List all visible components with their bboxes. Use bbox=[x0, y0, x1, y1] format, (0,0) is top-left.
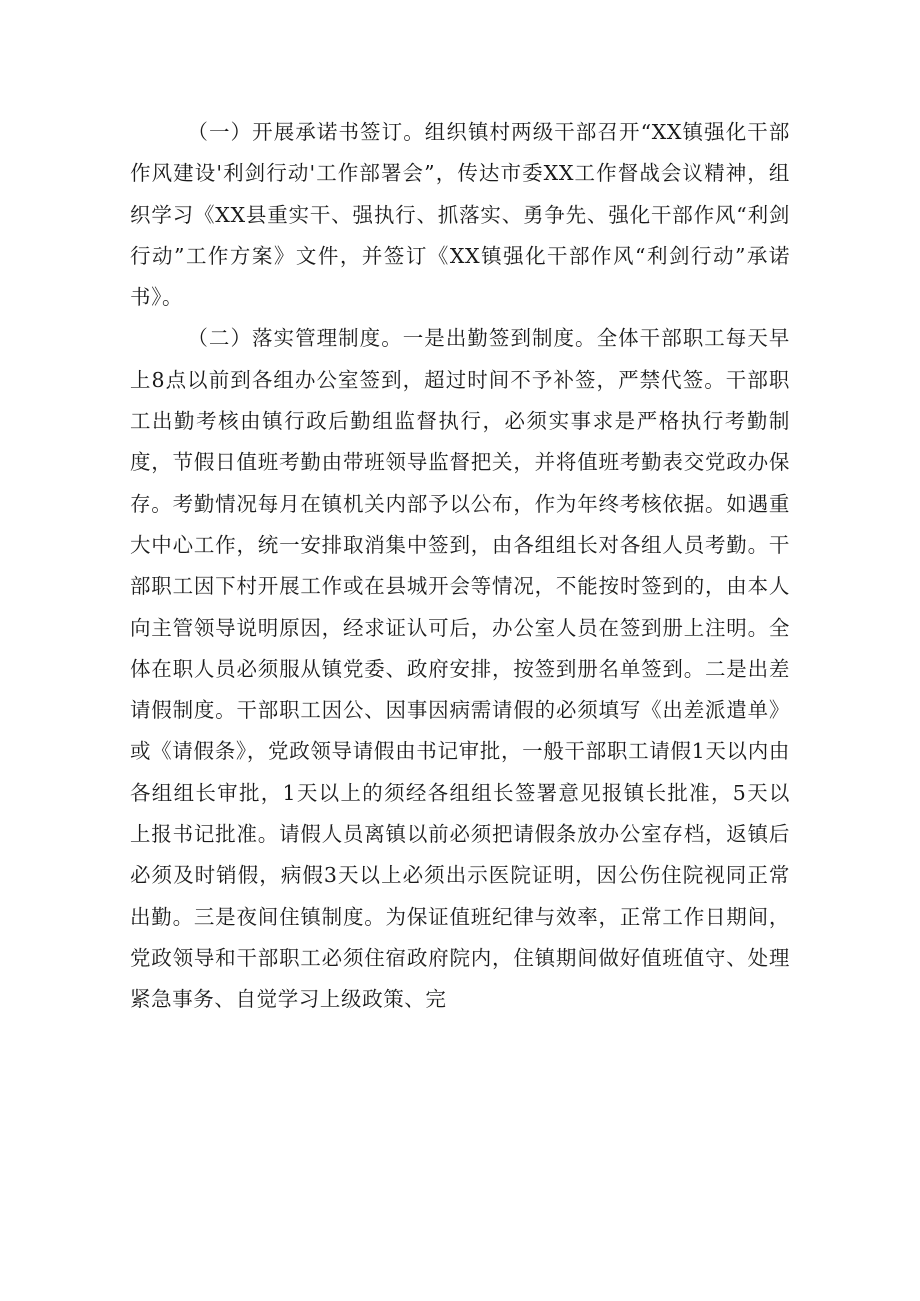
document-body bbox=[130, 112, 790, 1021]
paragraph-commitment-signing: （一）开展承诺书签订。组织镇村两级干部召开“XX镇强化干部作风建设'利剑行动'工作部署会”，传达市委XX工作督战会议精神，组织学习《XX县重实干、强执行、抓落实、勇争先、强化干部作风“利剑行动”工作方案》文件，并签订《XX镇强化干部作风“利剑行动”承诺书》。 bbox=[130, 120, 790, 310]
paragraph-management-system: （二）落实管理制度。一是出勤签到制度。全体干部职工每天早上8点以前到各组办公室签到，超过时间不予补签，严禁代签。干部职工出勤考核由镇行政后勤组监督执行，必须实事求是严格执行考勤制度，节假日值班考勤由带班领导监督把关，并将值班考勤表交党政办保存。考勤情况每月在镇机关内部予以公布，作为年终考核依据。如遇重大中心工作，统一安排取消集中签到，由各组组长对各组人员考勤。干部职工因下村开展工作或在县城开会等情况，不能按时签到的，由本人向主管领导说明原因，经求证认可后，办公室人员在签到册上注明。全体在职人员必须服从镇党委、政府安排，按签到册名单签到。二是出差请假制度。干部职工因公、因事因病需请假的必须填写《出差派遣单》或《请假条》，党政领导请假由书记审批，一般干部职工请假1天以内由各组组长审批，1天以上的须经各组组长签署意见报镇长批准，5天以上报书记批准。请假人员离镇以前必须把请假条放办公室存档，返镇后必须及时销假，病假3天以上必须出示医院证明，因公伤住院视同正常出勤。三是夜间住镇制度。为保证值班纪律与效率，正常工作日期间，党政领导和干部职工必须住宿政府院内，住镇期间做好值班值守、处理紧急事务、自觉学习上级政策、完 bbox=[130, 326, 790, 1012]
